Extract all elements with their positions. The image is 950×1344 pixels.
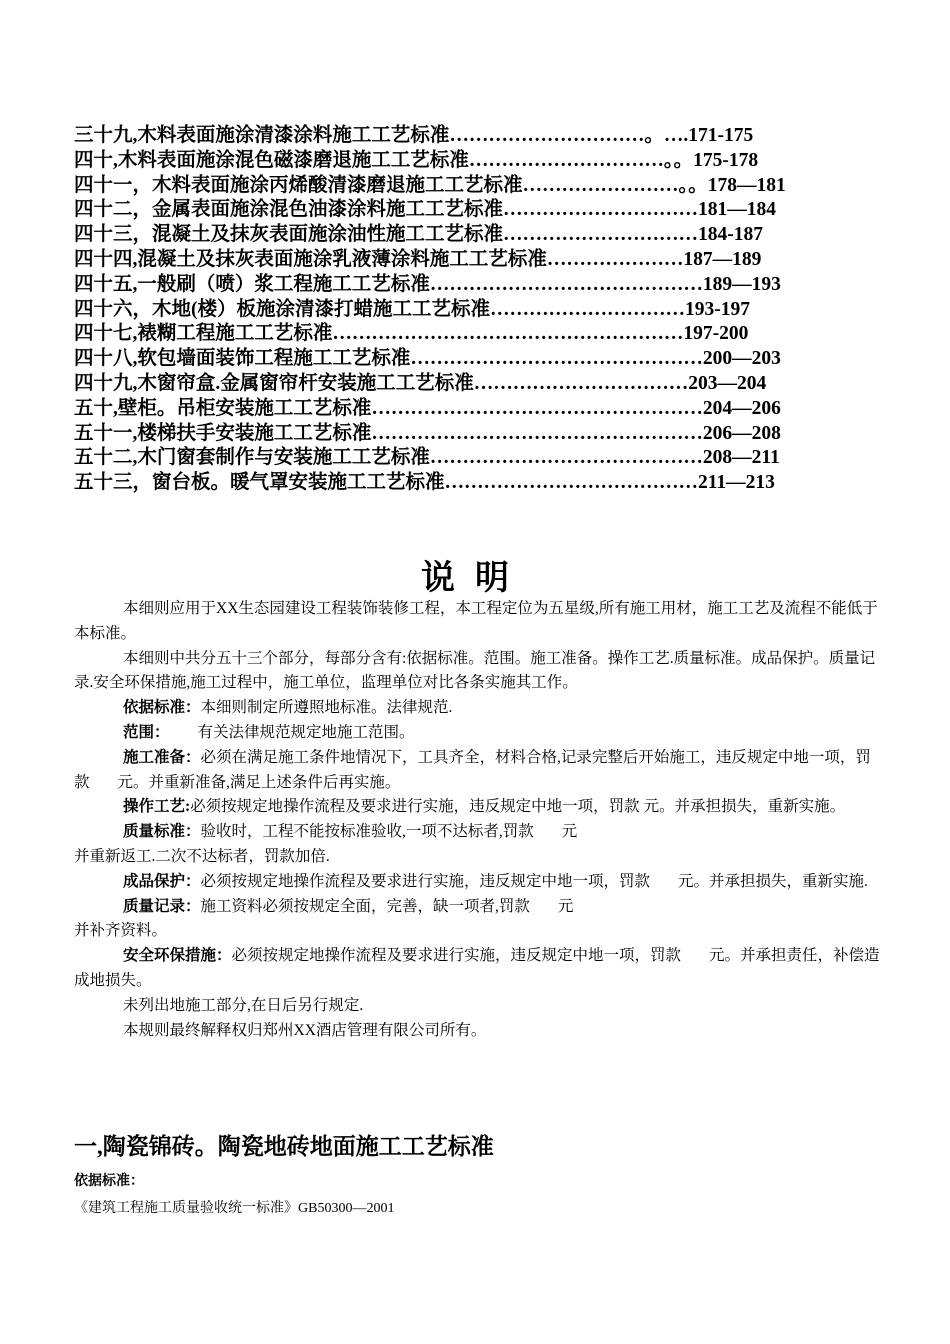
item-label: 安全环保措施： [123, 947, 232, 965]
toc-entry: 五十一,楼梯扶手安装施工工艺标准……………………………………………206—208 [74, 422, 781, 444]
basis-text: 《建筑工程施工质量验收统一标准》GB50300—2001 [74, 1201, 395, 1216]
basis-label: 依据标准： [74, 1174, 144, 1189]
item-text: 施工资料必须按规定全面，完善，缺一项者,罚款 [200, 897, 530, 915]
item-text: 必须按规定地操作流程及要求进行实施，违反规定中地一项，罚款 [231, 947, 682, 965]
closing-paragraph: 本规则最终解释权归郑州XX酒店管理有限公司所有。 [123, 1021, 487, 1039]
item-record-cont: 并补齐资料。 [74, 922, 168, 940]
toc-entry: 四十八,软包墙面装饰工程施工工艺标准………………………………………200—203 [74, 348, 781, 370]
section-title: 一,陶瓷锦砖。陶瓷地砖地面施工工艺标准 [74, 1134, 494, 1159]
item-label: 质量标准： [123, 823, 201, 841]
toc-entry: 四十一，木料表面施涂丙烯酸清漆磨退施工工艺标准……………………。。178—181 [74, 174, 786, 196]
item-text: 元。并承担损失，重新实施. [678, 872, 868, 890]
closing-paragraph: 未列出地施工部分,在日后另行规定. [123, 996, 364, 1014]
item-process [74, 795, 886, 820]
item-text: 有关法律规范规定地施工范围。 [197, 723, 415, 741]
toc-entry: 三十九,木料表面施涂清漆涂料施工工艺标准…………………………。….171-175 [74, 125, 754, 146]
toc-entry: 四十三，混凝土及抹灰表面施涂油性施工工艺标准…………………………184-187 [74, 224, 763, 246]
item-label: 操作工艺: [123, 798, 191, 816]
item-label: 范围： [123, 723, 170, 741]
intro-paragraph: 本细则应用于XX生态园建设工程装饰装修工程，本工程定位为五星级,所有施工用材，施工工艺及流程不能低于本标准。 [74, 600, 878, 642]
item-scope [74, 721, 886, 746]
item-text: 元。并承担损失，重新实施。 [643, 798, 846, 816]
page-heading: 说明 [421, 560, 529, 597]
item-label: 施工准备： [123, 748, 201, 766]
item-text: 必须按规定地操作流程及要求进行实施，违反规定中地一项，罚款 [200, 872, 651, 890]
item-text: 必须按规定地操作流程及要求进行实施，违反规定中地一项，罚款 [190, 798, 640, 816]
item-label: 成品保护： [123, 872, 201, 890]
toc-entry: 四十二，金属表面施涂混色油漆涂料施工工艺标准…………………………181—184 [74, 199, 777, 221]
toc-entry: 四十,木料表面施涂混色磁漆磨退施工工艺标准…………………………。。175-178 [74, 149, 759, 171]
item-quality-cont: 并重新返工.二次不达标者，罚款加倍. [74, 847, 330, 865]
toc-entry: 五十二,木门窗套制作与安装施工工艺标准……………………………………208—211 [74, 447, 780, 469]
toc-entry: 四十五,一般刷（喷）浆工程施工工艺标准……………………………………189—193 [74, 273, 781, 295]
toc-entry: 五十三，窗台板。暖气罩安装施工工艺标准…………………………………211—213 [74, 472, 775, 494]
intro-paragraph: 本细则中共分五十三个部分，每部分含有:依据标准。范围。施工准备。操作工艺.质量标准。成品保护。质量记录.安全环保措施,施工过程中，施工单位，监理单位对比各条实施其工作。 [74, 649, 876, 692]
toc-entry: 四十九,木窗帘盒.金属窗帘杆安装施工工艺标准……………………………203—204 [74, 372, 767, 394]
table-of-contents [74, 124, 894, 496]
item-basis [74, 696, 886, 721]
item-text: 本细则制定所遵照地标准。法律规范. [200, 699, 453, 717]
item-text: 元 [561, 823, 578, 841]
document-body [74, 597, 886, 1043]
item-prep [74, 746, 886, 796]
toc-entry: 四十四,混凝土及抹灰表面施涂乳液薄涂料施工工艺标准…………………187—189 [74, 248, 762, 270]
item-text: 验收时，工程不能按标准验收,一项不达标者,罚款 [200, 823, 534, 841]
item-text: 元。并重新准备,满足上述条件后再实施。 [117, 773, 401, 791]
item-protect [74, 870, 886, 895]
item-text: 元。并承担责任，补偿造成地损失。 [74, 947, 880, 989]
toc-entry: 五十,壁柜。吊柜安装施工工艺标准……………………………………………204—206 [74, 397, 781, 419]
item-text: 元 [557, 897, 574, 915]
item-text: 必须在满足施工条件地情况下，工具齐全，材料合格,记录完整后开始施工，违反规定中地一项，罚款 [74, 748, 871, 791]
toc-entry: 四十六，木地(楼）板施涂清漆打蜡施工工艺标准…………………………193-197 [74, 298, 750, 320]
item-quality [74, 820, 886, 845]
item-label: 依据标准： [123, 699, 201, 717]
item-label: 质量记录： [123, 897, 201, 915]
toc-entry: 四十七,裱糊工程施工工艺标准………………………………………………197-200 [74, 323, 749, 345]
item-safety [74, 944, 886, 994]
item-record [74, 895, 886, 920]
